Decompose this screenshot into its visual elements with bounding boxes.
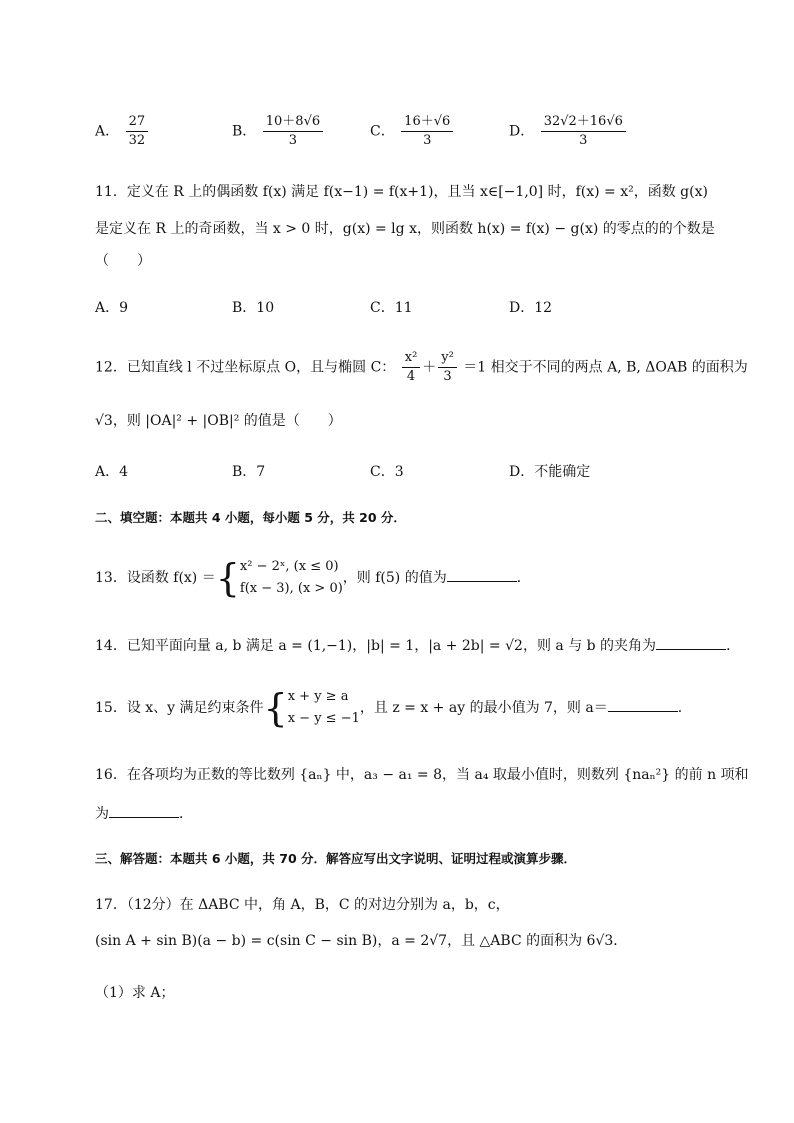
case-1: x + y ≥ a: [287, 689, 349, 704]
left-brace: {: [263, 686, 288, 730]
period: ．: [179, 806, 193, 822]
q16-line-2: [95, 803, 193, 824]
option-label: B．: [232, 123, 257, 140]
option-label: A．: [95, 123, 120, 140]
q12-suffix: ＝1 相交于不同的两点 A, B, ΔOAB 的面积为: [463, 359, 748, 376]
q10-option-d: [509, 113, 628, 150]
fraction: [541, 113, 626, 150]
q10-option-c: [370, 113, 455, 150]
fraction: [438, 349, 457, 386]
q15-suffix: ，且 z = x + ay 的最小值为 7，则 a＝: [359, 700, 608, 716]
q12-option-b: B．7: [232, 464, 266, 480]
q11-line-2: 是定义在 R 上的奇函数，当 x > 0 时，g(x) = lg x，则函数 h(x) = f(x) − g(x) 的零点的的个数是: [95, 221, 715, 237]
period: ．: [677, 700, 692, 716]
left-brace: {: [215, 556, 240, 600]
fraction-denominator: 3: [423, 133, 432, 148]
fraction-denominator: 3: [579, 133, 588, 148]
q12-option-c: C．3: [370, 464, 404, 480]
q15-prefix: 15．设 x、y 满足约束条件: [95, 700, 264, 716]
q14-line: [95, 635, 740, 656]
q11-option-a: A．9: [95, 300, 129, 316]
fraction-numerator: 10＋8√6: [263, 113, 323, 132]
case-2: f(x − 3), (x > 0): [239, 581, 343, 596]
fraction-numerator: 16＋√6: [401, 113, 453, 132]
fraction-denominator: 3: [288, 133, 298, 148]
fraction-numerator: 32√2＋16√6: [541, 113, 626, 132]
case-1: x² − 2ˣ, (x ≤ 0): [239, 559, 339, 574]
q11-option-c: C．11: [370, 300, 413, 316]
q12-line-1: [95, 349, 748, 386]
q12-option-d: D．不能确定: [509, 464, 591, 480]
q16-prefix: 为: [95, 806, 109, 822]
fraction: [402, 349, 421, 386]
answer-blank[interactable]: [447, 567, 517, 582]
fraction: [126, 113, 149, 150]
q10-option-b: [232, 113, 325, 150]
fraction-numerator: y²: [438, 349, 457, 368]
option-label: C．: [370, 123, 395, 140]
case-2: x − y ≤ −1: [287, 711, 360, 726]
q11-line-1: 11．定义在 R 上的偶函数 f(x) 满足 f(x−1) = f(x+1)，且当 x∈[−1,0] 时，f(x) = x²，函数 g(x): [95, 184, 708, 200]
piecewise-cases: [240, 556, 343, 600]
q13-prefix: 13．设函数 f(x) ＝: [95, 570, 216, 586]
q11-option-d: D．12: [509, 300, 553, 316]
period: ．: [726, 638, 741, 654]
q12-prefix: 12．已知直线 l 不过坐标原点 O，且与椭圆 C：: [95, 359, 396, 376]
option-label: D．: [509, 123, 535, 140]
q17-line-2: (sin A + sin B)(a − b) = c(sin C − sin B)，a = 2√7，且 △ABC 的面积为 6√3．: [95, 933, 628, 949]
fraction: [263, 113, 323, 150]
answer-blank[interactable]: [608, 697, 678, 712]
fraction-numerator: x²: [402, 349, 421, 368]
plus-sign: ＋: [422, 359, 437, 376]
q17-line-1: 17．（12分）在 ΔABC 中，角 A，B，C 的对边分别为 a，b，c，: [95, 897, 510, 913]
q16-line-1: 16．在各项均为正数的等比数列 {aₙ} 中，a₃ − a₁ = 8，当 a₄ 取最小值时，则数列 {naₙ²} 的前 n 项和: [95, 767, 749, 783]
q13-suffix: ，则 f(5) 的值为: [342, 570, 447, 586]
fraction-numerator: 27: [126, 113, 149, 132]
period: ．: [516, 570, 531, 586]
answer-blank[interactable]: [656, 635, 726, 650]
section-2-heading: 二、填空题：本题共 4 小题，每小题 5 分，共 20 分．: [95, 510, 406, 525]
section-3-heading: 三、解答题：本题共 6 小题，共 70 分．解答应写出文字说明、证明过程或演算步骤．: [95, 851, 577, 866]
q13-line: [95, 556, 531, 600]
q11-option-b: B．10: [232, 300, 275, 316]
fraction-denominator: 4: [406, 369, 416, 384]
q17-part-1: （1）求 A；: [95, 985, 175, 1001]
fraction-denominator: 32: [128, 133, 146, 148]
q11-line-3: （ ）: [95, 253, 151, 269]
fraction: [401, 113, 453, 150]
q12-option-a: A．4: [95, 464, 129, 480]
fraction-denominator: 3: [443, 369, 452, 384]
constraint-cases: [288, 686, 360, 730]
q14-text: 14．已知平面向量 a, b 满足 a = (1,−1)，|b| = 1，|a + 2b| = √2，则 a 与 b 的夹角为: [95, 638, 657, 654]
q15-line: [95, 686, 692, 730]
q12-line-2: √3，则 |OA|² + |OB|² 的值是（ ）: [95, 413, 342, 429]
q10-option-a: [95, 113, 150, 150]
answer-blank[interactable]: [109, 803, 179, 818]
